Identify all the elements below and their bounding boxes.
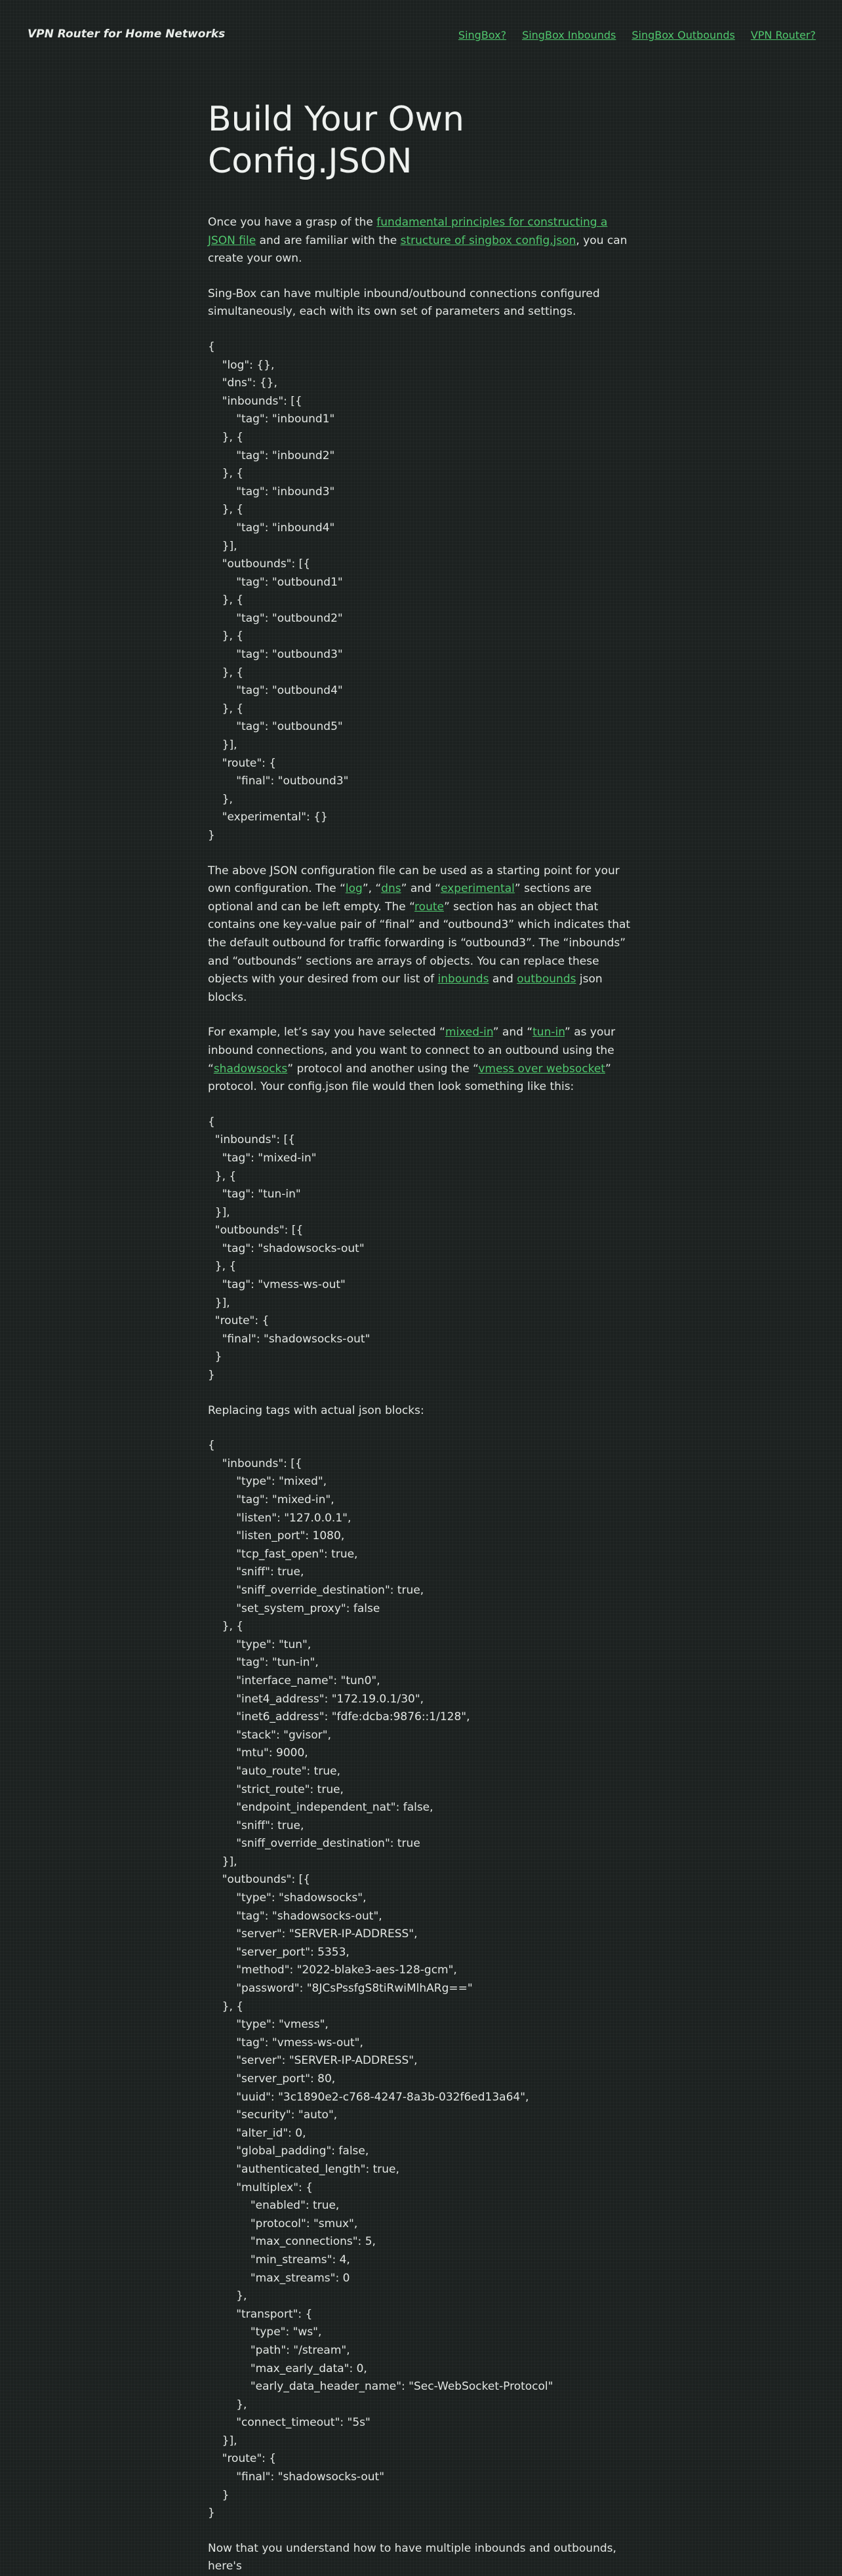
explain-text-d: ” sections are optional and can be left empty. The “ (208, 882, 592, 914)
top-nav (458, 29, 816, 41)
link-json-principles[interactable]: fundamental principles for constructing a JSON file (208, 216, 608, 247)
example-text-d: ” protocol and another using the “ (287, 1062, 479, 1076)
link-route[interactable]: route (414, 900, 444, 914)
nav-link-singbox-outbounds[interactable]: SingBox Outbounds (632, 29, 735, 41)
closing-paragraph: Now that you understand how to have multiple inbounds and outbounds, here's (208, 2541, 616, 2573)
article (208, 98, 638, 2576)
link-inbounds[interactable]: inbounds (437, 973, 489, 986)
link-shadowsocks[interactable]: shadowsocks (213, 1062, 288, 1076)
link-tun-in[interactable]: tun-in (532, 1026, 565, 1039)
link-config-structure[interactable]: structure of singbox config.json (400, 233, 576, 247)
intro-text-a: Once you have a grasp of the (208, 216, 377, 229)
link-log[interactable]: log (345, 882, 363, 896)
site-brand[interactable]: VPN Router for Home Networks (28, 28, 226, 41)
explain-text-f: and (489, 973, 517, 986)
nav-link-vpn-router[interactable]: VPN Router? (750, 29, 816, 41)
code-block-full-config: { "inbounds": [{ "type": "mixed", "tag": "mixed-in", "listen": "127.0.0.1", "listen_port": 1080, "tcp_fast_open": true, "sniff": true, "sniff_override_destination": true, "set_system_proxy": false }, { "type": "tun", "tag": "tun-in", "interface_name": "tun0", "inet4_address": "172.19.0.1/30", "inet6_address": "fdfe:dcba:9876::1/128", "stack": "gvisor", "mtu": 9000, "auto_route": true, "strict_route": true, "endpoint_independent_nat": false, "sniff": true, "sniff_override_destination": true }], "outbounds": [{ "type": "shadowsocks", "tag": "shadowsocks-out", "server": "SERVER-IP-ADDRESS", "server_port": 5353, "method": "2022-blake3-aes-128-gcm", "password": "8JCsPssfgS8tiRwiMlhARg==" }, { "type": "vmess", "tag": "vmess-ws-out", "server": "SERVER-IP-ADDRESS", "server_port": 80, "uuid": "3c1890e2-c768-4247-8a3b-032f6ed13a64", "security": "auto", "alter_id": 0, "global_padding": false, "authenticated_length": true, "multiplex": { "enabled": true, "protocol": "smux", "max_connections": 5, "min_streams": 4, "max_streams": 0 }, "transport": { "type": "ws", "path": "/stream", "max_early_data": 0, "early_data_header_name": "Sec-WebSocket-Protocol" }, "connect_timeout": "5s" }], "route": { "final": "shadowsocks-out" } } (208, 1439, 553, 2520)
intro-paragraph (208, 214, 638, 268)
multiple-connections-paragraph: Sing-Box can have multiple inbound/outbound connections configured simultaneously, each with its own set of parameters and settings. (208, 287, 600, 319)
example-paragraph (208, 1024, 638, 1096)
example-text-c: ” as your inbound connections, and you want to connect to an outbound using the “ (208, 1026, 616, 1076)
page-title: Build Your Own Config.JSON (208, 100, 465, 181)
nav-link-singbox-inbounds[interactable]: SingBox Inbounds (522, 29, 616, 41)
example-text-b: ” and “ (492, 1026, 533, 1039)
nav-link-singbox[interactable]: SingBox? (458, 29, 507, 41)
explain-text-c: ” and “ (401, 882, 441, 896)
intro-text-c: , you can create your own. (208, 233, 628, 266)
link-outbounds[interactable]: outbounds (517, 973, 576, 986)
intro-text-b: and are familiar with the (256, 233, 401, 247)
explain-text-b: ”, “ (362, 882, 382, 896)
explain-text-g: json blocks. (208, 973, 603, 1004)
explanation-paragraph (208, 862, 638, 1007)
code-block-skeleton: { "log": {}, "dns": {}, "inbounds": [{ "tag": "inbound1" }, { "tag": "inbound2" }, { "tag": "inbound3" }, { "tag": "inbound4" }], "outbounds": [{ "tag": "outbound1" }, { "tag": "outbound2" }, { "tag": "outbound3" }, { "tag": "outbound4" }, { "tag": "outbound5" }], "route": { "final": "outbound3" }, "experimental": {} } (208, 340, 349, 842)
code-block-tags: { "inbounds": [{ "tag": "mixed-in" }, { "tag": "tun-in" }], "outbounds": [{ "tag": "shadowsocks-out" }, { "tag": "vmess-ws-out" }], "route": { "final": "shadowsocks-out" } } (208, 1115, 371, 1382)
link-dns[interactable]: dns (381, 882, 401, 896)
link-vmess-websocket[interactable]: vmess over websocket (478, 1062, 605, 1076)
spacer-before-example (208, 1007, 638, 1024)
example-text-a: For example, let’s say you have selected “ (208, 1026, 445, 1039)
link-mixed-in[interactable]: mixed-in (445, 1026, 493, 1039)
link-experimental[interactable]: experimental (441, 882, 515, 896)
replacing-paragraph: Replacing tags with actual json blocks: (208, 1403, 424, 1417)
example-text-e: ” protocol. Your config.json file would then look something like this: (208, 1062, 611, 1094)
explain-text-a: The above JSON configuration file can be used as a starting point for your own configuration. The “ (208, 864, 620, 896)
explain-text-e: ” section has an object that contains one key-value pair of “final” and “outbound3” which indicates that the default outbound for traffic forwarding is “outbound3”. The “inbounds” and “outbounds” sections are arrays of objects. You can replace these objects with your desired from our list of (208, 900, 631, 986)
site-header (0, 0, 842, 73)
